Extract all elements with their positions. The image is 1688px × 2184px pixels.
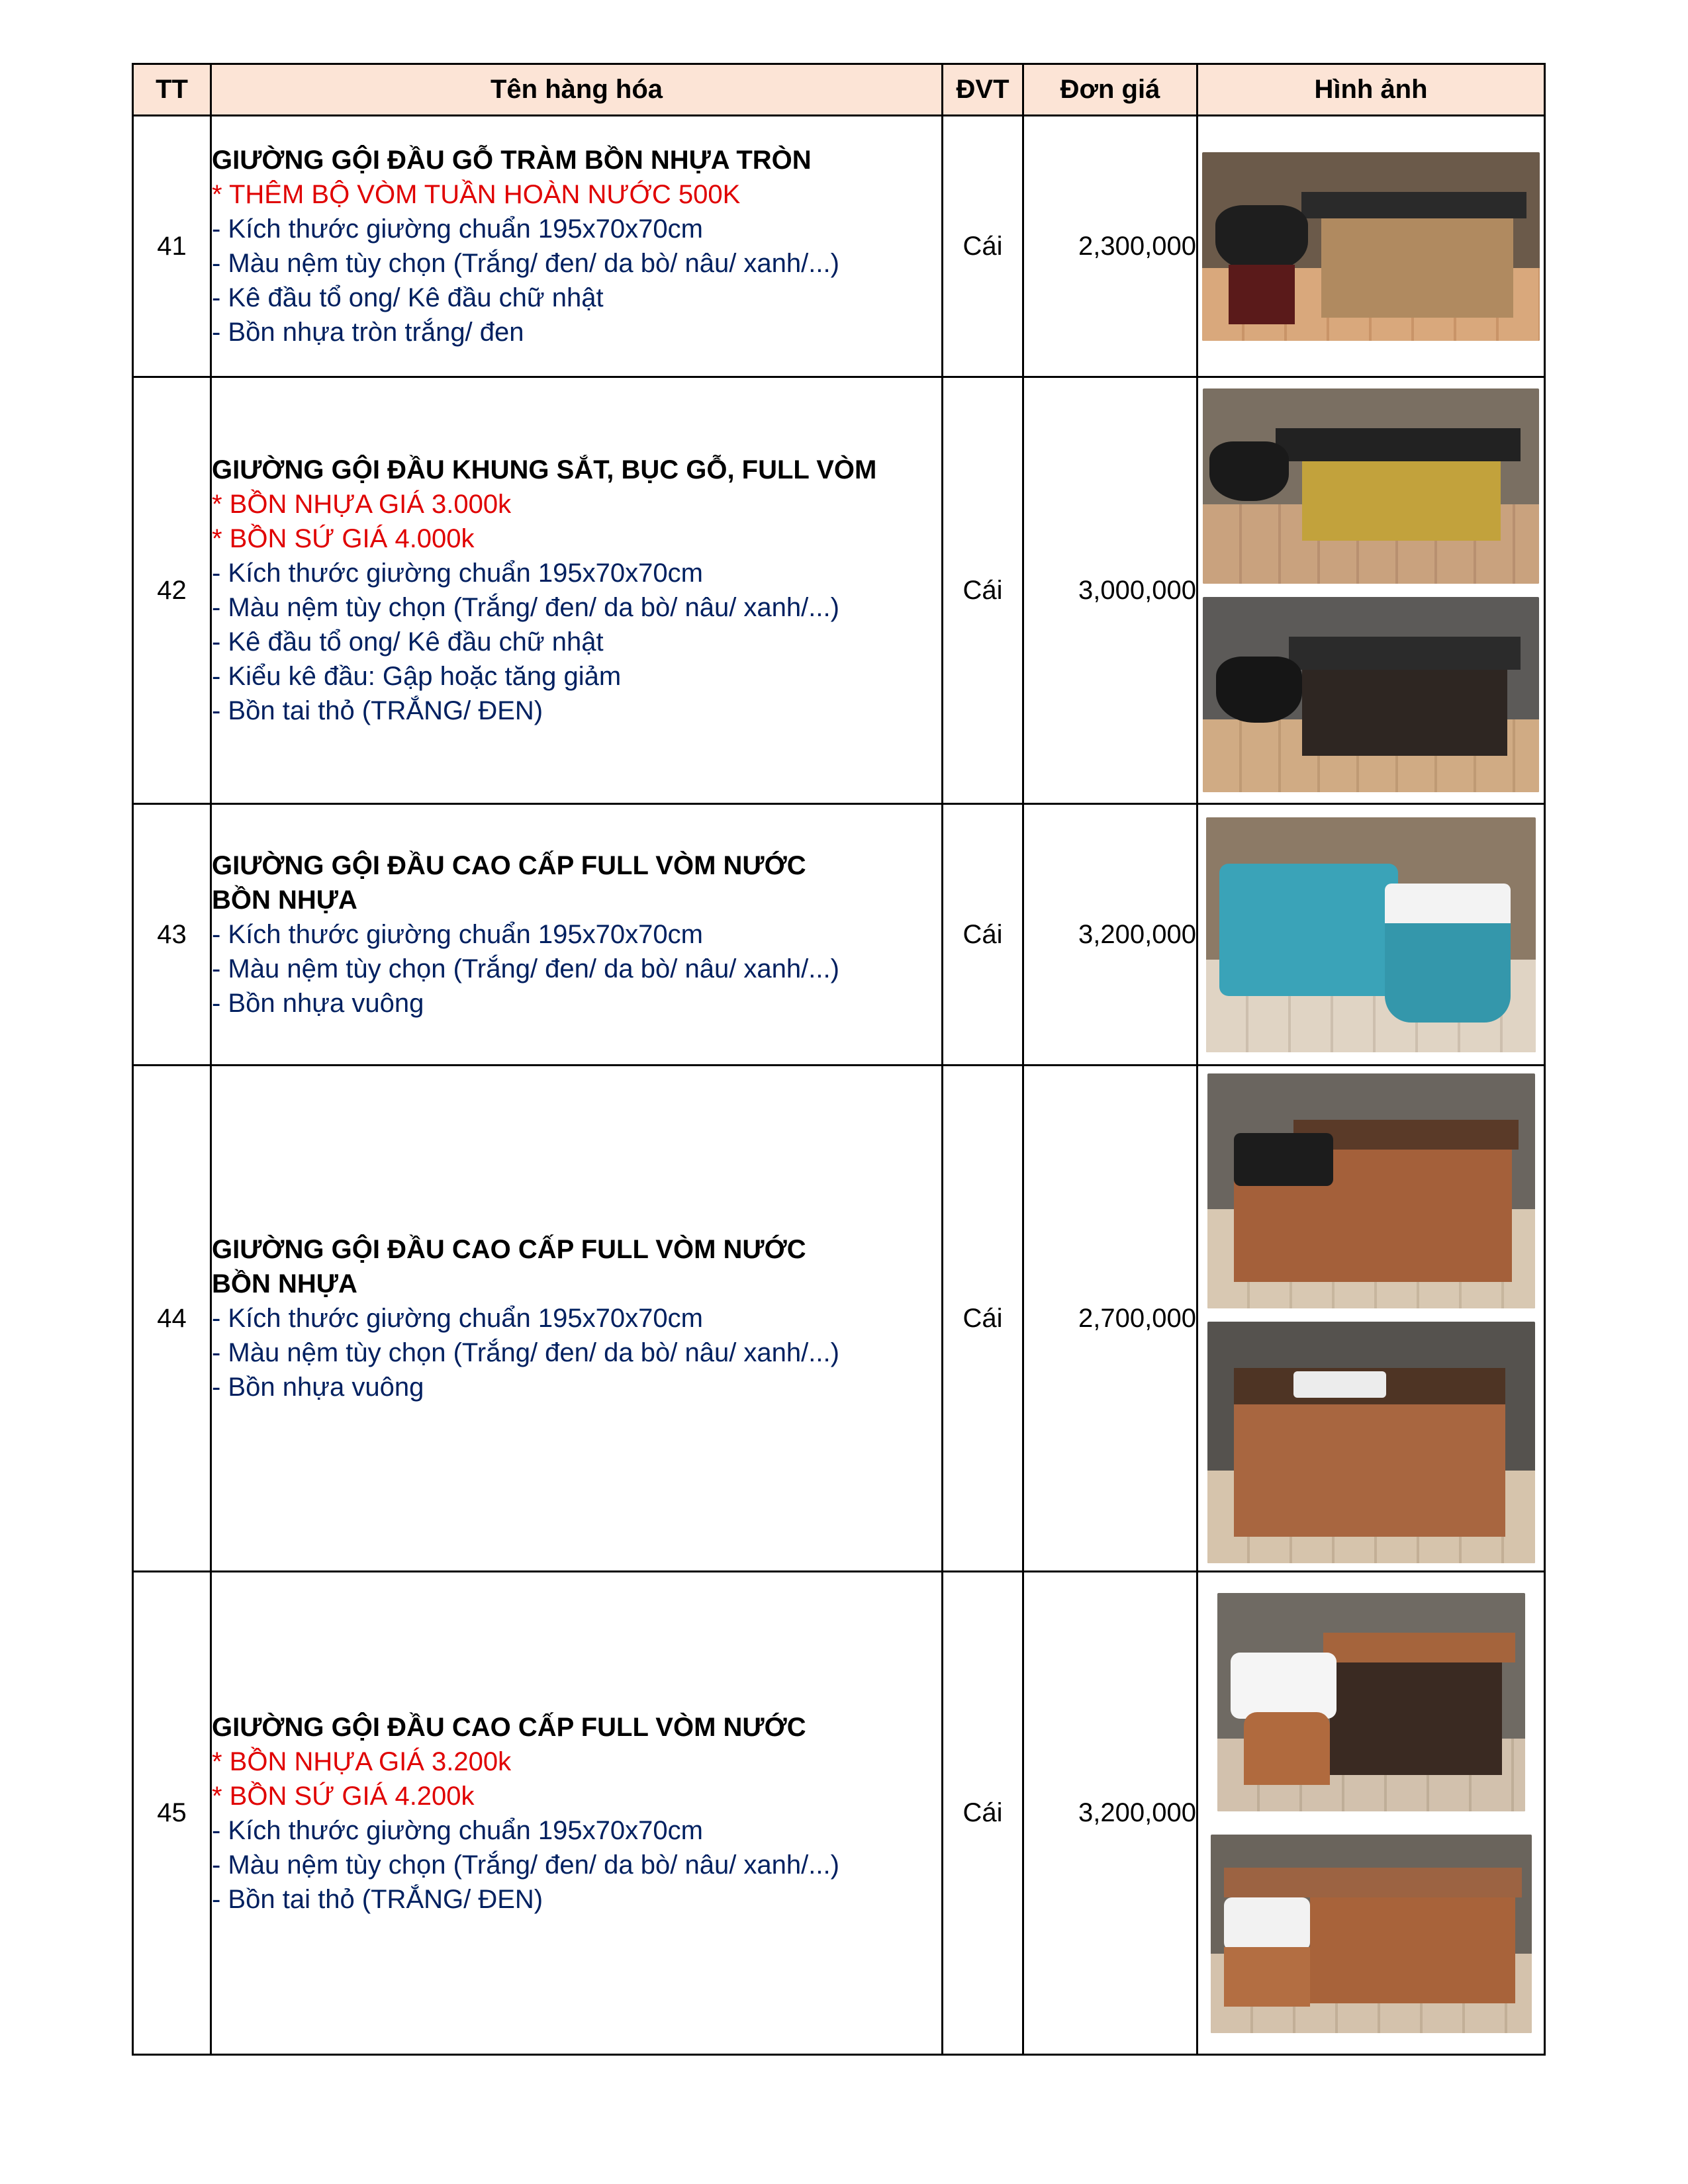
product-spec: - Kích thước giường chuẩn 195x70x70cm xyxy=(212,1815,703,1845)
product-photo xyxy=(1207,1322,1535,1563)
product-spec: - Màu nệm tùy chọn (Trắng/ đen/ da bò/ nâu/ xanh/...) xyxy=(212,1338,839,1367)
product-spec: - Màu nệm tùy chọn (Trắng/ đen/ da bò/ nâu/ xanh/...) xyxy=(212,1850,839,1880)
product-photo xyxy=(1203,388,1539,584)
product-spec: - Bồn nhựa vuông xyxy=(212,1373,424,1402)
product-note: * BỒN NHỰA GIÁ 3.000k xyxy=(212,490,512,519)
product-note: * BỒN SỨ GIÁ 4.000k xyxy=(212,524,475,553)
price-cell: 2,700,000 xyxy=(1023,1066,1197,1572)
product-spec: - Bồn tai thỏ (TRẮNG/ ĐEN) xyxy=(212,696,543,725)
price-cell: 2,300,000 xyxy=(1023,116,1197,377)
table-row xyxy=(133,377,1545,804)
product-photo xyxy=(1203,597,1539,792)
price-table xyxy=(132,63,1546,2056)
product-spec: - Kích thước giường chuẩn 195x70x70cm xyxy=(212,920,703,949)
row-number: 45 xyxy=(133,1572,211,2055)
row-number: 44 xyxy=(133,1066,211,1572)
header-unit: ĐVT xyxy=(943,64,1023,116)
unit-cell: Cái xyxy=(943,1066,1023,1572)
product-note: * BỒN NHỰA GIÁ 3.200k xyxy=(212,1747,512,1776)
unit-cell: Cái xyxy=(943,1572,1023,2055)
product-photo xyxy=(1217,1593,1525,1811)
product-note: * BỒN SỨ GIÁ 4.200k xyxy=(212,1781,475,1811)
row-number: 41 xyxy=(133,116,211,377)
row-number: 43 xyxy=(133,804,211,1066)
product-spec: - Màu nệm tùy chọn (Trắng/ đen/ da bò/ nâu/ xanh/...) xyxy=(212,593,839,622)
product-spec: - Màu nệm tùy chọn (Trắng/ đen/ da bò/ nâu/ xanh/...) xyxy=(212,954,839,983)
header-name: Tên hàng hóa xyxy=(211,64,943,116)
unit-cell: Cái xyxy=(943,804,1023,1066)
product-note: * THÊM BỘ VÒM TUẦN HOÀN NƯỚC 500K xyxy=(212,180,741,209)
product-spec: - Kích thước giường chuẩn 195x70x70cm xyxy=(212,1304,703,1333)
header-price: Đơn giá xyxy=(1023,64,1197,116)
image-cell xyxy=(1197,1066,1545,1572)
price-cell: 3,200,000 xyxy=(1023,1572,1197,2055)
image-cell xyxy=(1197,1572,1545,2055)
product-spec: - Kích thước giường chuẩn 195x70x70cm xyxy=(212,559,703,588)
product-spec: - Kê đầu tổ ong/ Kê đầu chữ nhật xyxy=(212,627,604,657)
product-spec: - Bồn nhựa tròn trắng/ đen xyxy=(212,318,524,347)
product-description xyxy=(211,1572,943,2055)
product-title: GIƯỜNG GỘI ĐẦU CAO CẤP FULL VÒM NƯỚC xyxy=(212,851,806,880)
product-photo xyxy=(1206,817,1536,1052)
product-photo xyxy=(1207,1073,1535,1308)
image-cell xyxy=(1197,116,1545,377)
image-cell xyxy=(1197,377,1545,804)
table-row xyxy=(133,804,1545,1066)
product-photo xyxy=(1202,152,1540,341)
product-photo xyxy=(1211,1835,1532,2033)
product-spec: - Màu nệm tùy chọn (Trắng/ đen/ da bò/ nâu/ xanh/...) xyxy=(212,249,839,278)
product-spec: - Bồn nhựa vuông xyxy=(212,989,424,1018)
product-description xyxy=(211,377,943,804)
product-spec: - Kiểu kê đầu: Gập hoặc tăng giảm xyxy=(212,662,622,691)
unit-cell: Cái xyxy=(943,116,1023,377)
header-image: Hình ảnh xyxy=(1197,64,1545,116)
header-tt: TT xyxy=(133,64,211,116)
price-cell: 3,200,000 xyxy=(1023,804,1197,1066)
image-cell xyxy=(1197,804,1545,1066)
product-title: GIƯỜNG GỘI ĐẦU GỖ TRÀM BỒN NHỰA TRÒN xyxy=(212,146,812,175)
product-title-line2: BỒN NHỰA xyxy=(212,886,357,915)
product-description xyxy=(211,1066,943,1572)
table-row xyxy=(133,116,1545,377)
product-description xyxy=(211,804,943,1066)
product-title: GIƯỜNG GỘI ĐẦU KHUNG SẮT, BỤC GỖ, FULL VÒM xyxy=(212,455,877,484)
row-number: 42 xyxy=(133,377,211,804)
table-row xyxy=(133,1066,1545,1572)
product-spec: - Bồn tai thỏ (TRẮNG/ ĐEN) xyxy=(212,1884,543,1914)
price-cell: 3,000,000 xyxy=(1023,377,1197,804)
product-spec: - Kích thước giường chuẩn 195x70x70cm xyxy=(212,214,703,244)
unit-cell: Cái xyxy=(943,377,1023,804)
header-row xyxy=(133,64,1545,116)
product-title-line2: BỒN NHỰA xyxy=(212,1269,357,1298)
table-row xyxy=(133,1572,1545,2055)
product-spec: - Kê đầu tổ ong/ Kê đầu chữ nhật xyxy=(212,283,604,312)
product-description xyxy=(211,116,943,377)
product-title: GIƯỜNG GỘI ĐẦU CAO CẤP FULL VÒM NƯỚC xyxy=(212,1235,806,1264)
product-title: GIƯỜNG GỘI ĐẦU CAO CẤP FULL VÒM NƯỚC xyxy=(212,1712,806,1742)
